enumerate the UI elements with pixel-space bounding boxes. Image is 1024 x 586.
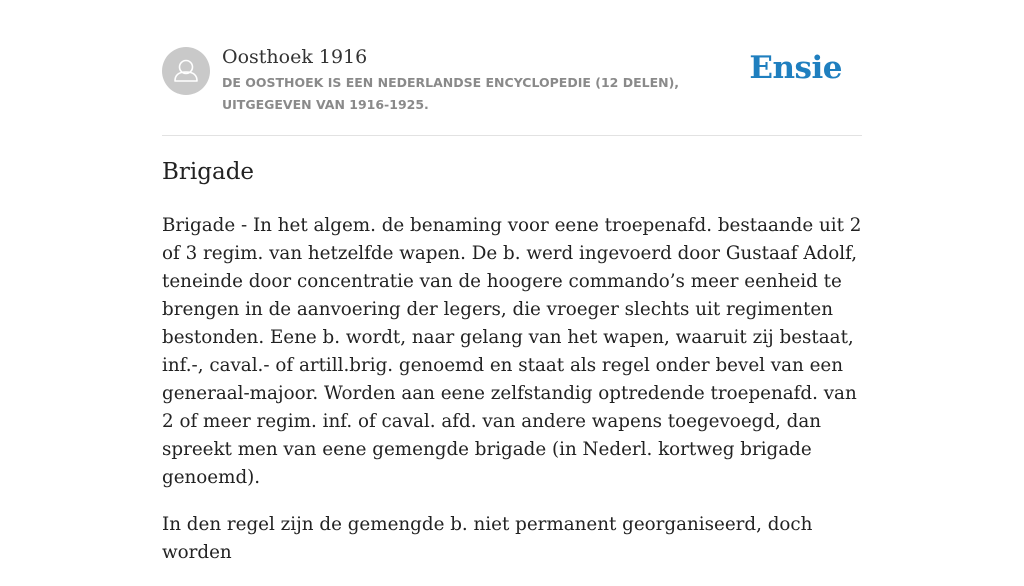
source-title[interactable]: Oosthoek 1916 (222, 46, 368, 68)
article-title: Brigade (162, 159, 255, 185)
article-body (162, 212, 862, 586)
ensie-logo[interactable]: Ensie (749, 50, 842, 86)
source-header (162, 44, 862, 135)
avatar[interactable] (162, 47, 210, 95)
header-divider (162, 135, 862, 136)
article-paragraph: In den regel zijn de gemengde b. niet permanent georganiseerd, doch worden (162, 514, 813, 563)
article-paragraph: Brigade - In het algem. de benaming voor eene troepenafd. bestaande uit 2 of 3 regim. van hetzelfde wapen. De b. werd ingevoerd door Gustaaf Adolf, teneinde door concentratie van de hoogere commando’s meer eenheid te brengen in de aanvoering der legers, die vroeger slechts uit regimenten bestonden. Eene b. wordt, naar gelang van het wapen, waaruit zij bestaat, inf.-, caval.- of artill.brig. genoemd en staat als regel onder bevel van een generaal-majoor. Worden aan eene zelfstandig optredende troepenafd. van 2 of meer regim. inf. of caval. afd. van andere wapens toegevoegd, dan spreekt men van eene gemengde brigade (in Nederl. kortweg brigade genoemd). (162, 215, 862, 488)
source-description: DE OOSTHOEK IS EEN NEDERLANDSE ENCYCLOPEDIE (12 DELEN), UITGEGEVEN VAN 1916-1925. (222, 75, 680, 112)
